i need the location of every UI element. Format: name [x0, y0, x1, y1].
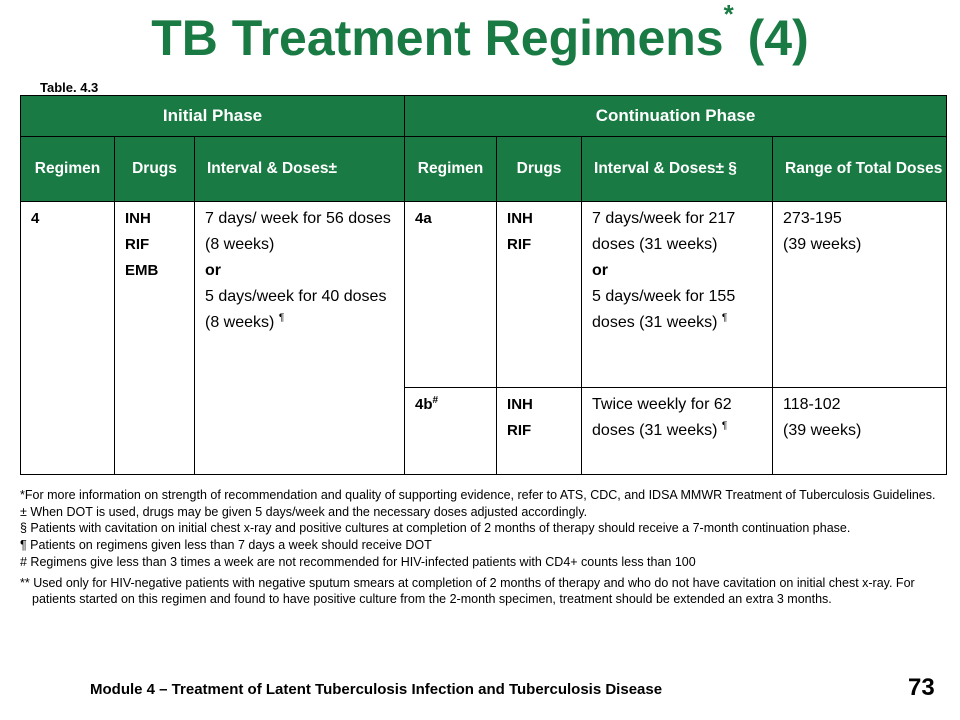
col-header-range: Range of Total Doses: [773, 137, 947, 202]
cont-drugs: [497, 388, 582, 475]
col-header-drugs: Drugs: [115, 137, 195, 202]
interval-text-b-wrap: [592, 284, 764, 336]
range-weeks: (39 weeks): [783, 236, 862, 253]
interval-text-a: 7 days/ week for 56 doses (8 weeks): [205, 210, 391, 253]
column-header-row: [21, 137, 947, 202]
drug-item: INH: [507, 396, 533, 413]
module-footer: Module 4 – Treatment of Latent Tuberculosis Infection and Tuberculosis Disease: [90, 681, 663, 698]
footnote-double-asterisk: ** Used only for HIV-negative patients with negative sputum smears at completion of 2 months of therapy and who do not have cavitation on initial chest x-ray. For patients started on this regimen and found to have positive culture from the 2-month specimen, treatment should be extended an extra 3 months.: [20, 575, 915, 607]
drug-item: INH: [125, 210, 151, 227]
page-title-suffix: (4): [733, 10, 809, 66]
interval-text-b-wrap: [205, 284, 396, 336]
drug-item: EMB: [125, 262, 159, 279]
footnote-hash: # Regimens give less than 3 times a week are not recommended for HIV-infected patients with CD4+ counts less than 100: [20, 554, 696, 569]
range-weeks: (39 weeks): [783, 422, 862, 439]
regimen-code: 4b: [415, 396, 433, 413]
page-title: [0, 2, 960, 74]
pilcrow-mark: ¶: [278, 312, 285, 324]
continuation-phase-header: Continuation Phase: [405, 96, 947, 137]
initial-drugs: [115, 202, 195, 475]
initial-phase-header: Initial Phase: [21, 96, 405, 137]
col-header-regimen: Regimen: [21, 137, 115, 202]
cont-interval: [582, 202, 773, 388]
interval-text-a-wrap: [592, 392, 764, 444]
table-label: Table. 4.3: [40, 80, 99, 95]
interval-text-a: 7 days/week for 217 doses (31 weeks): [592, 210, 736, 253]
interval-text-a: Twice weekly for 62 doses (31 weeks): [592, 396, 732, 439]
col-header-drugs-cont: Drugs: [497, 137, 582, 202]
interval-text-b: 5 days/week for 155 doses (31 weeks): [592, 288, 736, 331]
footnotes: [20, 487, 950, 608]
hash-mark: #: [432, 395, 439, 406]
col-header-interval-initial: Interval & Doses±: [195, 137, 405, 202]
footnote-asterisk: *For more information on strength of recommendation and quality of supporting evidence, refer to ATS, CDC, and IDSA MMWR Treatment of Tuberculosis Guidelines.: [20, 488, 936, 502]
cont-interval: [582, 388, 773, 475]
cont-range: [773, 202, 947, 388]
col-header-regimen-cont: Regimen: [405, 137, 497, 202]
range-value: 118-102: [783, 396, 841, 413]
regimens-table: [20, 95, 947, 475]
drug-item: RIF: [507, 422, 532, 439]
or-label: or: [592, 262, 609, 279]
pilcrow-mark: ¶: [721, 312, 728, 324]
page-title-text: TB Treatment Regimens: [151, 10, 724, 66]
footnote-pilcrow: ¶ Patients on regimens given less than 7 days a week should receive DOT: [20, 538, 432, 553]
page-title-asterisk: *: [723, 0, 734, 29]
phase-header-row: [21, 96, 947, 137]
cont-range: [773, 388, 947, 475]
cont-regimen: 4a: [405, 202, 497, 388]
range-value: 273-195: [783, 210, 842, 227]
or-label: or: [205, 262, 221, 279]
cont-regimen: [405, 388, 497, 475]
drug-item: INH: [507, 210, 533, 227]
page-number: 73: [908, 674, 935, 701]
pilcrow-mark: ¶: [721, 420, 728, 432]
initial-regimen: 4: [21, 202, 115, 475]
col-header-interval-cont: Interval & Doses± §: [582, 137, 773, 202]
drug-item: RIF: [507, 236, 532, 253]
cont-drugs: [497, 202, 582, 388]
footnote-plusminus: ± When DOT is used, drugs may be given 5 days/week and the necessary doses adjusted accordingly.: [20, 504, 588, 519]
initial-interval: [195, 202, 405, 475]
table-row: [21, 202, 947, 388]
footnote-section: § Patients with cavitation on initial chest x-ray and positive cultures at completion of 2 months of therapy should receive a 7-month continuation phase.: [20, 521, 851, 536]
drug-item: RIF: [125, 236, 150, 253]
interval-text-b: 5 days/week for 40 doses (8 weeks): [205, 288, 387, 331]
